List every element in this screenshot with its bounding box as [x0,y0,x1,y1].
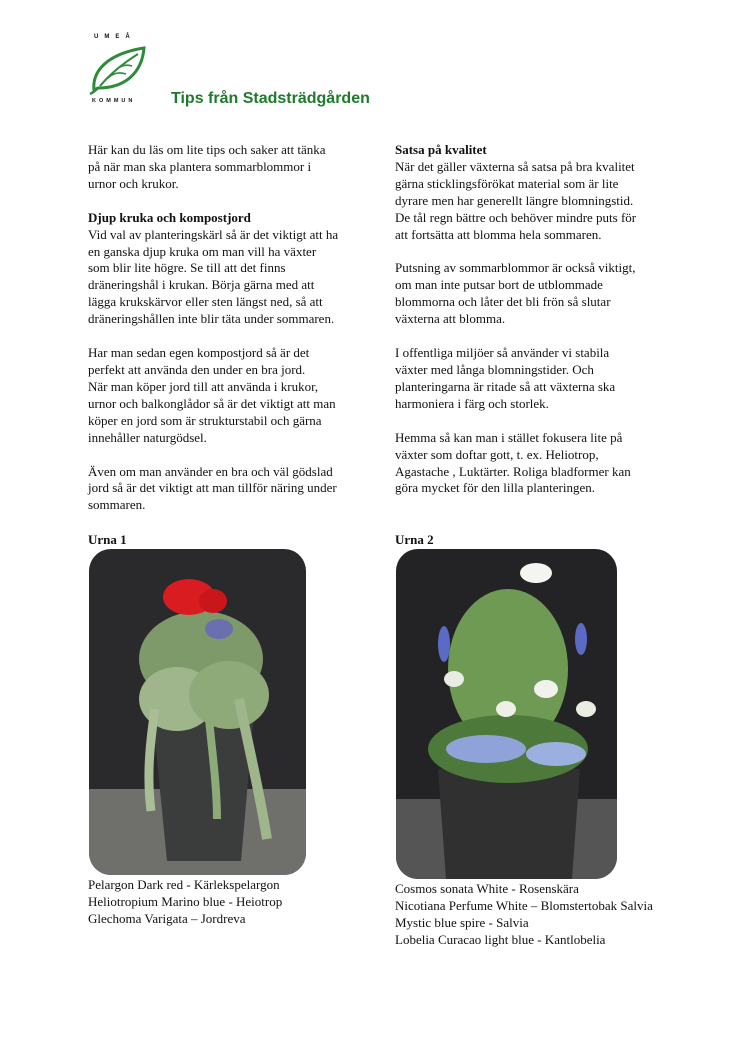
urna1-label: Urna 1 [88,532,127,547]
paragraph: Putsning av sommarblommor är också viktigt, om man inte putsar bort de utblommade blommorna och låter det bli frön så slutar växterna att blomma. [395,260,636,327]
paragraph: Även om man använder en bra och väl gödslad jord så är det viktigt att man tillför näring under sommaren. [88,463,337,513]
paragraph: Hemma så kan man i stället fokusera lite på växter som doftar gott, t. ex. Heliotrop, Agastache , Luktärter. Roliga bladformer kan göra mycket för den lilla planteringen. [395,429,631,496]
umea-kommun-logo [86,34,154,110]
right-column [395,142,695,514]
paragraph: Vid val av planteringskärl så är det viktigt att ha en ganska djup kruka om man vill ha växter som blir lite högre. Se till att det finns dräneringshål i krukan. Börja gärna med att lägga krukskärvor eller sten längst ned, så att dräneringshållen inte blir täta under sommaren. [88,226,339,327]
paragraph: I offentliga miljöer så använder vi stabila växter med långa blomningstider. Och planteringarna är ritade så att växterna ska harmoniera i färg och storlek. [395,345,616,411]
urna2-caption: Cosmos sonata White - Rosenskära Nicotiana Perfume White – Blomstertobak Salvia Mystic blue spire - Salvia Lobelia Curacao light blue - Kantlobelia [395,881,653,947]
section-heading-djup-kruka: Djup kruka och kompostjord [88,209,251,225]
section-heading-kvalitet: Satsa på kvalitet [395,142,487,157]
paragraph: Har man sedan egen kompostjord så är det perfekt att använda den under en bra jord. När man köper jord till att använda i krukor, urnor och balkonglådor så är det viktigt att man köper en jord som är strukturstabil och gärna innehåller naturgödsel. [88,345,336,445]
left-column [88,142,388,531]
leaf-icon [86,42,154,98]
urna2-label: Urna 2 [395,532,434,547]
paragraph: När det gäller växterna så satsa på bra kvalitet gärna sticklingsförökat material som är lite dyrare men har generellt längre blomningstid. De tål regn bättre och behöver mindre puts för att fortsätta att blomma hela sommaren. [395,158,637,242]
logo-bottom-text: KOMMUN [92,98,136,104]
intro-paragraph: Här kan du läs om lite tips och saker att tänka på när man ska plantera sommarblommor i urnor och krukor. [88,142,326,191]
logo-top-text: UMEÅ [94,34,136,40]
urna1-photo [89,549,306,875]
urna2-photo [396,549,617,879]
page-title: Tips från Stadsträdgården [171,90,370,107]
urna1-caption: Pelargon Dark red - Kärlekspelargon Heliotropium Marino blue - Heiotrop Glechoma Varigata – Jordreva [88,877,283,926]
